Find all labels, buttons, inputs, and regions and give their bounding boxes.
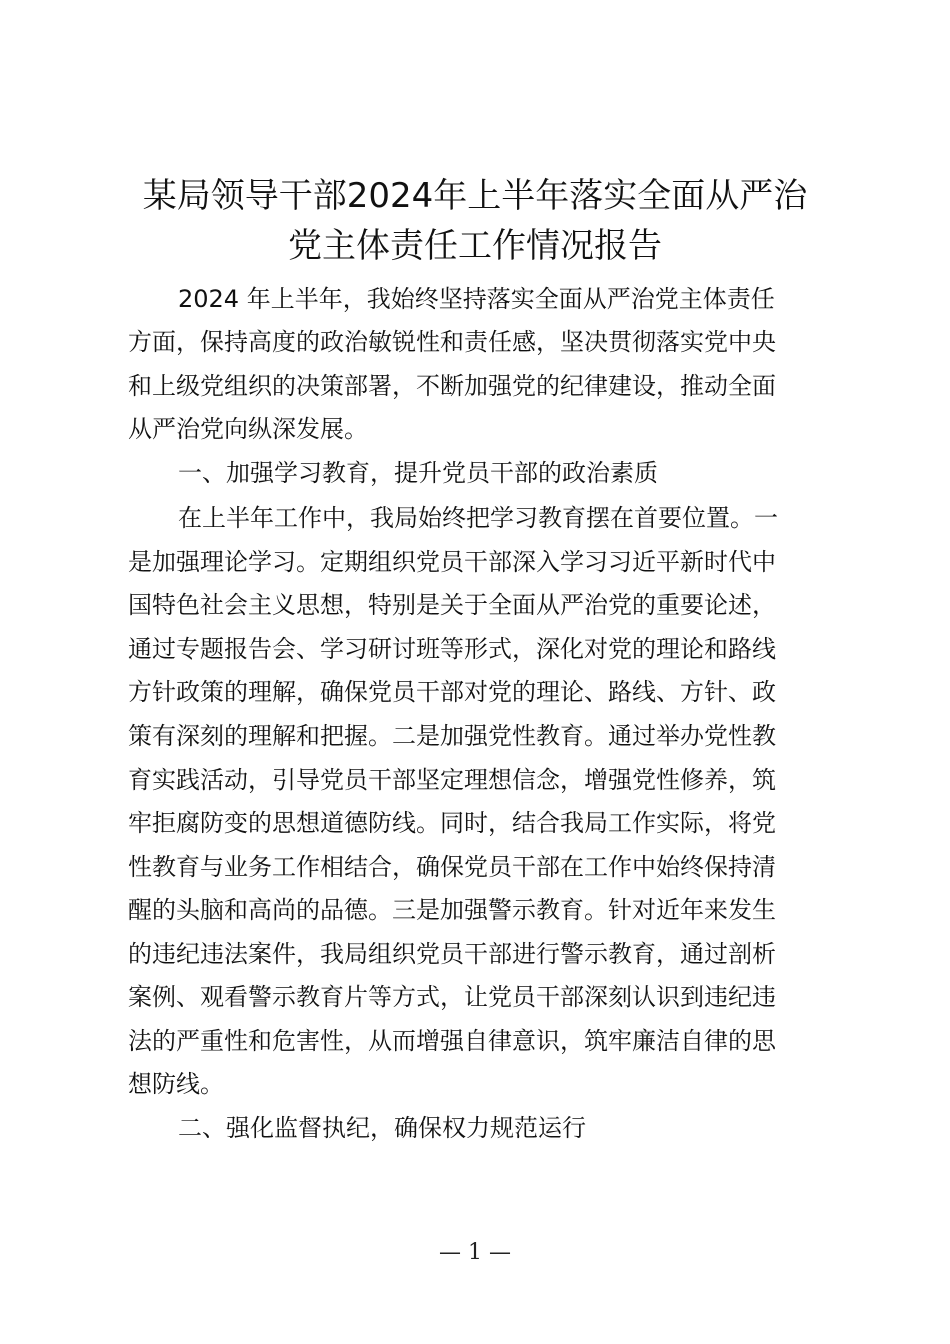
section1-body-line: 的违纪违法案件，我局组织党员干部进行警示教育，通过剖析: [128, 940, 776, 968]
section1-body-line: 国特色社会主义思想，特别是关于全面从严治党的重要论述，: [128, 591, 776, 619]
intro-line: 2024 年上半年，我始终坚持落实全面从严治党主体责任: [178, 285, 775, 313]
document-title-line-2: 党主体责任工作情况报告: [288, 226, 662, 266]
section-heading-2: 二、强化监督执纪，确保权力规范运行: [178, 1114, 586, 1142]
section1-body-line: 方针政策的理解，确保党员干部对党的理论、路线、方针、政: [128, 678, 776, 706]
intro-line: 方面，保持高度的政治敏锐性和责任感，坚决贯彻落实党中央: [128, 328, 776, 356]
section1-body-line: 是加强理论学习。定期组织党员干部深入学习习近平新时代中: [128, 548, 776, 576]
section-heading-1: 一、加强学习教育，提升党员干部的政治素质: [178, 459, 658, 487]
section1-body-line: 案例、观看警示教育片等方式，让党员干部深刻认识到违纪违: [128, 983, 776, 1011]
document-title-line-1: 某局领导干部2024年上半年落实全面从严治: [142, 176, 808, 216]
section1-body-line: 育实践活动，引导党员干部坚定理想信念，增强党性修养，筑: [128, 766, 776, 794]
section1-body-line: 想防线。: [128, 1070, 224, 1098]
section1-body-line: 性教育与业务工作相结合，确保党员干部在工作中始终保持清: [128, 853, 776, 881]
section1-body-line: 牢拒腐防变的思想道德防线。同时，结合我局工作实际，将党: [128, 809, 776, 837]
section1-body-line: 醒的头脑和高尚的品德。三是加强警示教育。针对近年来发生: [128, 896, 776, 924]
section1-body-line: 在上半年工作中，我局始终把学习教育摆在首要位置。一: [178, 504, 778, 532]
page-number: — 1 —: [439, 1240, 511, 1265]
section1-body-line: 法的严重性和危害性，从而增强自律意识，筑牢廉洁自律的思: [128, 1027, 776, 1055]
intro-line: 从严治党向纵深发展。: [128, 415, 368, 443]
section1-body-line: 策有深刻的理解和把握。二是加强党性教育。通过举办党性教: [128, 722, 776, 750]
section1-body-line: 通过专题报告会、学习研讨班等形式，深化对党的理论和路线: [128, 635, 776, 663]
intro-line: 和上级党组织的决策部署，不断加强党的纪律建设，推动全面: [128, 372, 776, 400]
